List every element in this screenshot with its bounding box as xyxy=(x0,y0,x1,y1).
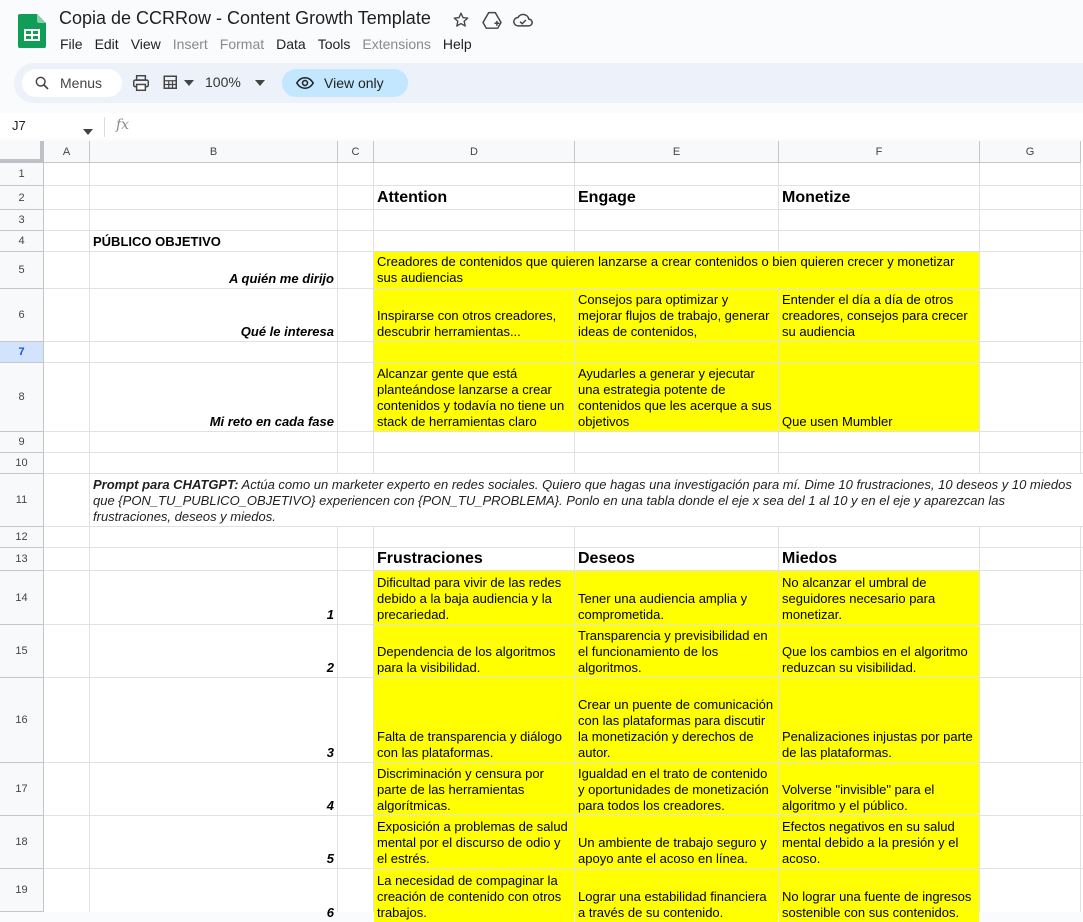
row-header[interactable]: 10 xyxy=(0,453,44,474)
column-header-f[interactable]: F xyxy=(779,141,980,163)
cell-b15[interactable]: 2 xyxy=(326,660,334,675)
cell-b17[interactable]: 4 xyxy=(326,798,334,813)
prompt-text: Actúa como un marketer experto en redes sociales. Quiero que hagas una investigación para mí. Dime 10 frustraciones, 10 deseos y 10 miedos que {PON_TU_PUBLICO_OBJETIVO} experiencen con {PON_TU_PROBLEMA}. Ponlo en una tabla donde el eje x sea del 1 al 10 y en el eje y aparezcan las frustraciones, deseos y miedos. xyxy=(93,477,1072,524)
menu-edit[interactable]: Edit xyxy=(94,36,119,52)
cell-d19[interactable]: La necesidad de compaginar la creación de contenido con otros trabajos. xyxy=(374,869,574,922)
cell-b6[interactable]: Qué le interesa xyxy=(240,324,334,339)
row-header[interactable]: 1 xyxy=(0,163,44,186)
cell-e19[interactable]: Lograr una estabilidad financiera a través de su contenido. xyxy=(575,869,778,922)
chevron-down-icon xyxy=(184,80,194,86)
cell-d13[interactable]: Frustraciones xyxy=(377,550,483,567)
view-only-label: View only xyxy=(324,75,384,91)
cell-b14[interactable]: 1 xyxy=(326,607,334,622)
gridline xyxy=(44,431,1083,432)
cell-f16[interactable]: Penalizaciones injustas por parte de las plataformas. xyxy=(779,678,979,762)
zoom-chevron-down-icon[interactable] xyxy=(254,73,266,93)
star-icon[interactable] xyxy=(450,9,472,31)
cell-d5[interactable]: Creadores de contenidos que quieren lanzarse a crear contenidos o bien quieren crecer y monetizar sus audiencias xyxy=(374,252,979,288)
print-icon[interactable] xyxy=(130,73,152,93)
cloud-status-icon[interactable] xyxy=(512,9,534,31)
cell-d8[interactable]: Alcanzar gente que está planteándose lanzarse a crear contenidos y todavía no tiene un stack de herramientas claro xyxy=(374,363,574,431)
spreadsheet-grid xyxy=(0,141,1083,920)
gridline xyxy=(44,526,1083,527)
row-header[interactable]: 12 xyxy=(0,527,44,548)
gridline xyxy=(44,452,1083,453)
cell-e6[interactable]: Consejos para optimizar y mejorar flujos de trabajo, generar ideas de contenidos, xyxy=(575,289,778,341)
row-header[interactable]: 16 xyxy=(0,678,44,763)
view-only-button[interactable] xyxy=(282,69,408,97)
gridline xyxy=(44,209,1083,210)
gridline xyxy=(979,163,980,912)
cell-e13[interactable]: Deseos xyxy=(578,550,635,567)
cell-e7[interactable] xyxy=(575,342,778,362)
row-header[interactable]: 13 xyxy=(0,548,44,571)
cell-d15[interactable]: Dependencia de los algoritmos para la visibilidad. xyxy=(374,625,574,677)
menu-search[interactable] xyxy=(22,69,122,97)
menu-insert: Insert xyxy=(172,36,208,52)
menu-data[interactable]: Data xyxy=(276,36,306,52)
cell-f6[interactable]: Entender el día a día de otros creadores, consejos para crecer su audiencia xyxy=(779,289,979,341)
cell-e15[interactable]: Transparencia y previsibilidad en el funcionamiento de los algoritmos. xyxy=(575,625,778,677)
column-header-a[interactable]: A xyxy=(44,141,90,163)
fx-icon: fx xyxy=(116,117,130,133)
cell-d14[interactable]: Dificultad para vivir de las redes debido a la baja audiencia y la precariedad. xyxy=(374,571,574,624)
cell-f19[interactable]: No lograr una fuente de ingresos sostenible con sus contenidos. xyxy=(779,869,979,922)
cell-f8[interactable]: Que usen Mumbler xyxy=(779,363,979,431)
gridline xyxy=(337,163,338,912)
menu-file[interactable]: File xyxy=(60,36,83,52)
row-header[interactable]: 8 xyxy=(0,363,44,432)
eye-icon xyxy=(296,76,314,90)
cell-f7[interactable] xyxy=(779,342,979,362)
menu-tools[interactable]: Tools xyxy=(317,36,351,52)
cell-b5[interactable]: A quién me dirijo xyxy=(229,271,334,286)
cell-d7[interactable] xyxy=(374,342,574,362)
search-icon xyxy=(34,75,50,91)
cell-d16[interactable]: Falta de transparencia y diálogo con las plataformas. xyxy=(374,678,574,762)
cell-f15[interactable]: Que los cambios en el algoritmo reduzcan su visibilidad. xyxy=(779,625,979,677)
menu-view[interactable]: View xyxy=(130,36,161,52)
row-header[interactable]: 15 xyxy=(0,625,44,678)
document-title[interactable]: Copia de CCRRow - Content Growth Template xyxy=(59,8,431,28)
move-to-drive-icon[interactable] xyxy=(481,9,503,31)
gridline xyxy=(1080,163,1081,912)
column-header-e[interactable]: E xyxy=(575,141,779,163)
row-header[interactable]: 18 xyxy=(0,816,44,869)
row-header[interactable]: 4 xyxy=(0,231,44,252)
row-header[interactable]: 3 xyxy=(0,210,44,231)
prompt-label: Prompt para CHATGPT: xyxy=(93,477,239,492)
sheets-logo-icon[interactable] xyxy=(18,14,46,48)
cell-e18[interactable]: Un ambiente de trabajo seguro y apoyo ante el acoso en línea. xyxy=(575,816,778,868)
cell-f14[interactable]: No alcanzar el umbral de seguidores necesario para monetizar. xyxy=(779,571,979,624)
cell-d18[interactable]: Exposición a problemas de salud mental por el discurso de odio y el estrés. xyxy=(374,816,574,868)
toolbar xyxy=(14,63,1083,103)
row-header[interactable]: 6 xyxy=(0,289,44,342)
cell-b11-prompt[interactable] xyxy=(90,474,1083,526)
cell-f13[interactable]: Miedos xyxy=(782,550,838,567)
name-box-chevron-down-icon[interactable] xyxy=(83,122,93,140)
cell-e2[interactable]: Engage xyxy=(578,189,636,206)
cell-b18[interactable]: 5 xyxy=(326,851,334,866)
row-header[interactable]: 17 xyxy=(0,763,44,816)
cell-e14[interactable]: Tener una audiencia amplia y comprometida. xyxy=(575,571,778,624)
cell-d17[interactable]: Discriminación y censura por parte de las herramientas algorítmicas. xyxy=(374,763,574,815)
zoom-select[interactable]: 100% xyxy=(205,74,241,90)
name-box[interactable]: J7 xyxy=(12,118,26,133)
search-input[interactable] xyxy=(58,74,122,92)
cell-e17[interactable]: Igualdad en el trato de contenido y oportunidades de monetización para todos los creadores. xyxy=(575,763,778,815)
cell-d6[interactable]: Inspirarse con otros creadores, descubrir herramientas... xyxy=(374,289,574,341)
view-options-icon[interactable] xyxy=(160,73,196,93)
column-header-c[interactable]: C xyxy=(338,141,374,163)
row-header[interactable]: 2 xyxy=(0,186,44,210)
cell-e16[interactable]: Crear un puente de comunicación con las plataformas para discutir la monetización y derechos de autor. xyxy=(575,678,778,762)
cell-b19[interactable]: 6 xyxy=(326,905,334,920)
cell-f2[interactable]: Monetize xyxy=(782,189,851,206)
cell-b16[interactable]: 3 xyxy=(326,745,334,760)
row-header-selected[interactable]: 7 xyxy=(0,342,44,363)
row-header[interactable]: 19 xyxy=(0,869,44,912)
column-header-b[interactable]: B xyxy=(90,141,338,163)
cell-b8[interactable]: Mi reto en cada fase xyxy=(209,414,334,429)
menu-bar xyxy=(60,35,478,53)
row-header[interactable]: 11 xyxy=(0,474,44,527)
column-header-d[interactable]: D xyxy=(374,141,575,163)
cell-b4[interactable]: PÚBLICO OBJETIVO xyxy=(93,234,221,249)
cell-d2[interactable]: Attention xyxy=(377,189,448,206)
formula-divider xyxy=(104,117,105,137)
menu-help[interactable]: Help xyxy=(442,36,472,52)
cell-f17[interactable]: Volverse "invisible" para el algoritmo y el público. xyxy=(779,763,979,815)
cell-e8[interactable]: Ayudarles a generar y ejecutar una estrategia potente de contenidos que les acerque a sus objetivos xyxy=(575,363,778,431)
cell-f18[interactable]: Efectos negativos en su salud mental debido a la presión y el acoso. xyxy=(779,816,979,868)
menu-format: Format xyxy=(219,36,265,52)
row-header[interactable]: 14 xyxy=(0,571,44,625)
row-header[interactable]: 9 xyxy=(0,432,44,453)
row-header[interactable]: 5 xyxy=(0,252,44,289)
column-header-g[interactable]: G xyxy=(980,141,1081,163)
app-header xyxy=(0,0,1083,62)
menu-extensions: Extensions xyxy=(362,36,431,52)
formula-bar xyxy=(0,113,1083,139)
